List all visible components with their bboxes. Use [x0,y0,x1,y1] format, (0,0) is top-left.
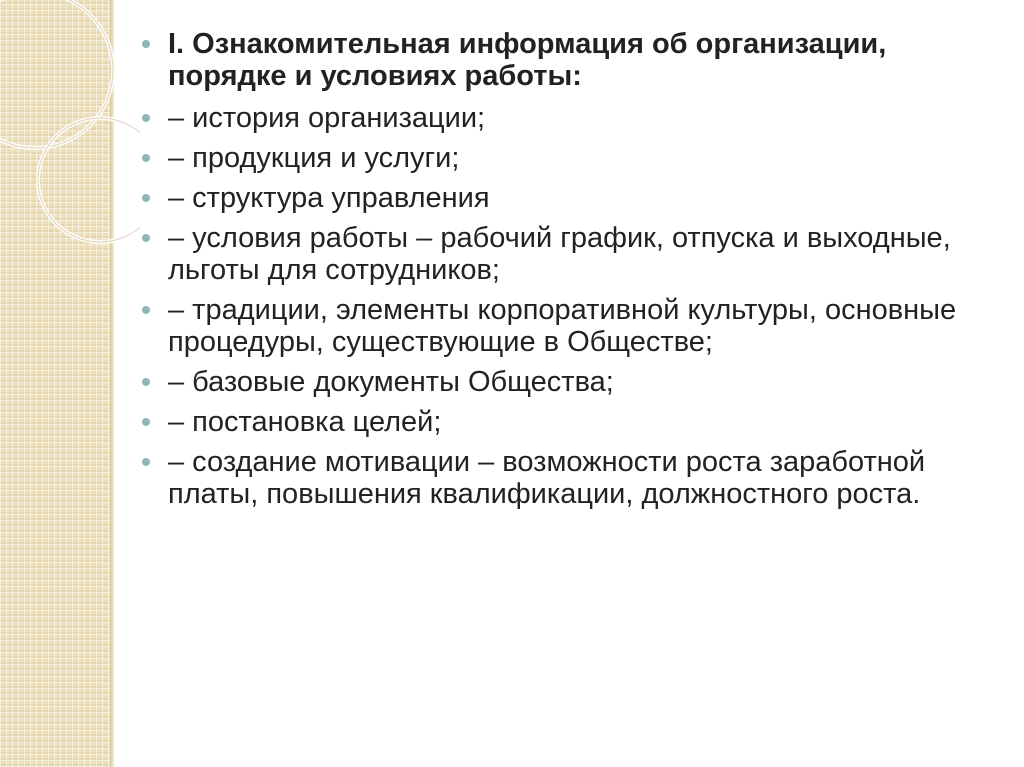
decorative-rings-icon [0,0,140,260]
bullet-dot-icon [142,378,150,386]
list-item-text: I. Ознакомительная информация об организации, порядке и условиях работы: [168,28,887,92]
list-item-text: – условия работы – рабочий график, отпуска и выходные, льготы для сотрудников; [168,222,951,286]
list-item [140,222,1000,286]
list-item-text: – традиции, элементы корпоративной культуры, основные процедуры, существующие в Обществе; [168,294,957,358]
list-item [140,446,1000,510]
list-item-text: – базовые документы Общества; [168,366,614,398]
list-item [140,142,1000,174]
bullet-list [140,28,1000,510]
bullet-dot-icon [142,194,150,202]
list-item-text: – история организации; [168,102,486,134]
bullet-dot-icon [142,234,150,242]
list-item-text: – создание мотивации – возможности роста заработной платы, повышения квалификации, должностного роста. [168,446,926,510]
list-item-heading [140,28,1000,92]
bullet-dot-icon [142,306,150,314]
bullet-dot-icon [142,40,150,48]
list-item-text: – постановка целей; [168,406,442,438]
list-item [140,182,1000,214]
list-item-text: – структура управления [168,182,490,214]
bullet-dot-icon [142,458,150,466]
list-item-text: – продукция и услуги; [168,142,460,174]
slide-content [140,28,1000,518]
bullet-dot-icon [142,418,150,426]
list-item [140,102,1000,134]
bullet-dot-icon [142,114,150,122]
bullet-dot-icon [142,154,150,162]
list-item [140,294,1000,358]
list-item [140,366,1000,398]
list-item [140,406,1000,438]
